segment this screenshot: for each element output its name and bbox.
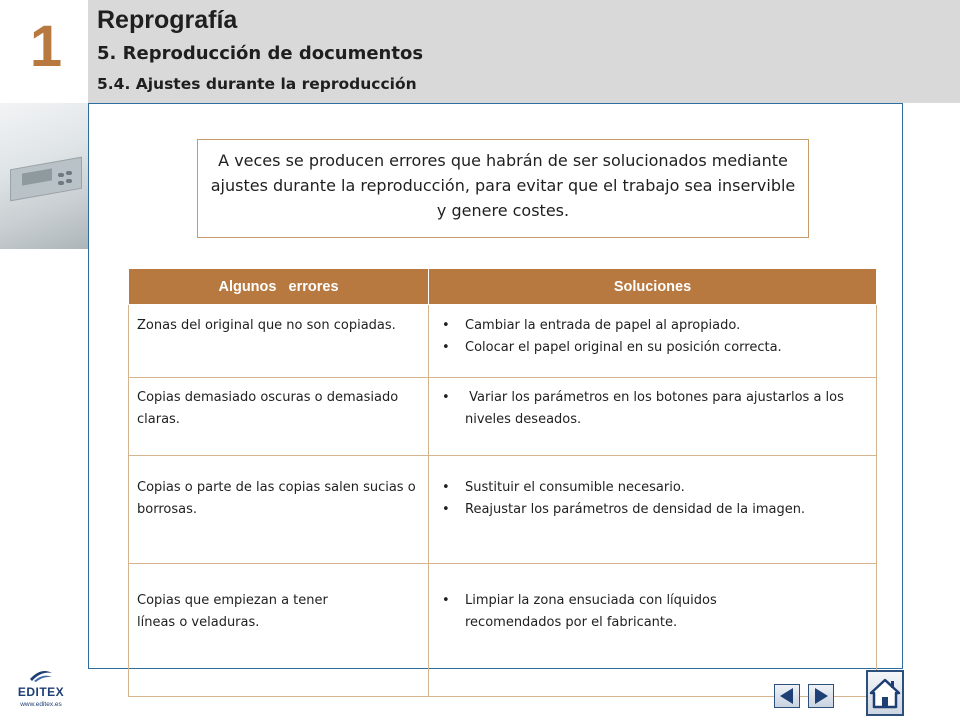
next-slide-button[interactable] (808, 684, 834, 708)
triangle-right-icon (809, 685, 833, 707)
solutions-cell (429, 456, 877, 564)
header-solutions: Soluciones (429, 269, 877, 305)
solutions-list (437, 590, 868, 634)
solution-item: • Limpiar la zona ensuciada con líquidos recomendados por el fabricante. (437, 590, 765, 634)
solution-item: • Colocar el papel original en su posición correcta. (437, 337, 868, 359)
editex-logo (16, 669, 66, 717)
error-cell (129, 456, 429, 564)
home-icon (868, 672, 902, 714)
photocopier-photo (0, 103, 88, 249)
solutions-list (437, 387, 868, 431)
solutions-cell (429, 564, 877, 697)
previous-slide-button[interactable] (774, 684, 800, 708)
solution-item: • Reajustar los parámetros de densidad de la imagen. (437, 499, 868, 521)
error-cell (129, 305, 429, 378)
solutions-cell (429, 378, 877, 456)
solution-item: • Cambiar la entrada de papel al apropiado. (437, 315, 868, 337)
header-errors: Algunos errores (129, 269, 429, 305)
table-header-row (129, 269, 877, 305)
table-row (129, 305, 877, 378)
table-row (129, 378, 877, 456)
editex-brand: EDITEX (17, 685, 65, 699)
page-title: Reprografía (97, 6, 238, 34)
solution-item: • Sustituir el consumible necesario. (437, 477, 868, 499)
error-cell (129, 564, 429, 697)
photocopier-button (66, 171, 72, 175)
error-text: Copias demasiado oscuras o demasiado claras. (137, 390, 399, 427)
intro-text: A veces se producen errores que habrán de ser solucionados mediante ajustes durante la reproducción, para evitar que el trabajo sea inservible y genere costes. (210, 151, 796, 220)
solution-item: • Variar los parámetros en los botones para ajustarlos a los niveles deseados. (437, 387, 868, 431)
photocopier-button (58, 173, 64, 177)
home-button[interactable] (866, 670, 904, 716)
table-row (129, 456, 877, 564)
error-cell (129, 378, 429, 456)
photocopier-button (58, 181, 64, 185)
triangle-left-icon (775, 685, 799, 707)
intro-text-box (197, 139, 809, 238)
error-text: Zonas del original que no son copiadas. (137, 318, 396, 333)
photocopier-button (66, 179, 72, 183)
table-row (129, 564, 877, 697)
editex-url: www.editex.es (20, 701, 62, 708)
section-title: 5.4. Ajustes durante la reproducción (97, 75, 417, 93)
editex-logo-mark-icon (28, 669, 54, 683)
error-text: Copias que empiezan a tener líneas o veladuras. (137, 593, 328, 630)
solutions-list (437, 477, 868, 521)
errors-solutions-table (128, 269, 877, 697)
error-text: Copias o parte de las copias salen sucias o borrosas. (137, 480, 416, 517)
solutions-list (437, 315, 868, 359)
page-subtitle: 5. Reproducción de documentos (97, 43, 424, 64)
chapter-number: 1 (29, 14, 63, 79)
solutions-cell (429, 305, 877, 378)
